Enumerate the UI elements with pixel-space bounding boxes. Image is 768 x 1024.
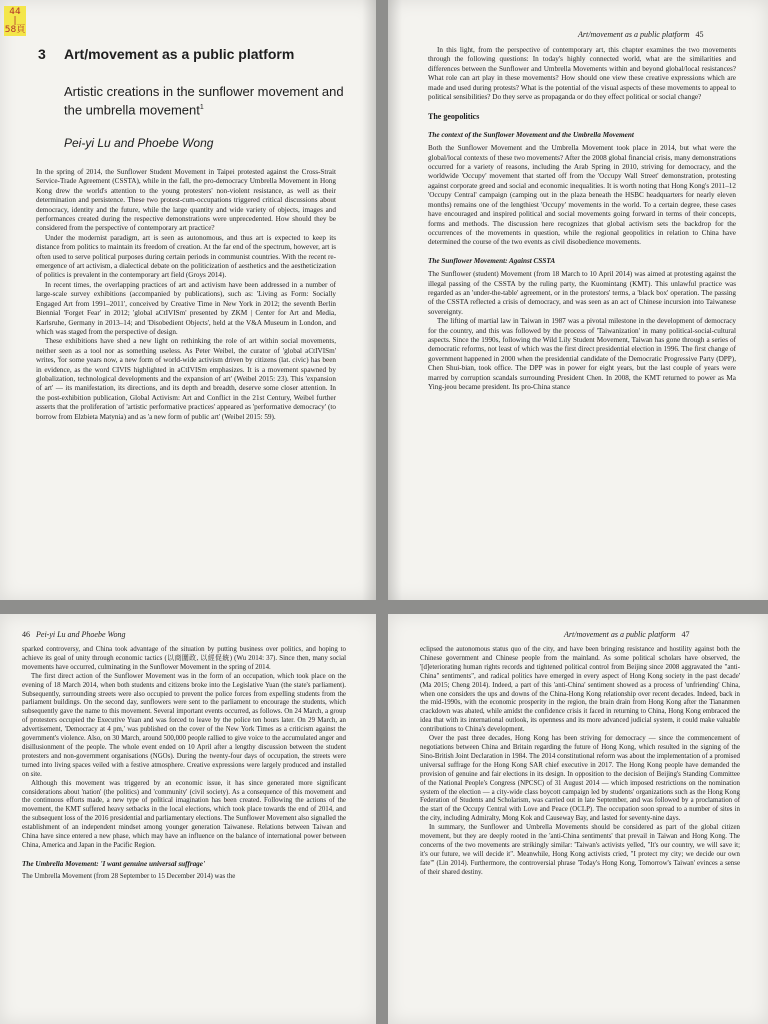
page-46 (0, 614, 376, 1024)
page-number: 46 (22, 630, 30, 639)
sticky-note: 44 | 58頁 (4, 7, 26, 35)
page-47-body (420, 646, 740, 878)
chapter-subtitle-text: Artistic creations in the sunflower movement and the umbrella movement (64, 84, 344, 118)
paragraph: In recent times, the overlapping practices of art and activism have been addressed in a number of large-scale survey exhibitions (accompanied by publications), such as: 'Living as Form: Socially Engaged Art from 1991–2011', conceived by Creative Time in New York in 2012; the seventh Berlin Biennial 'Forget Fear' in 2012; 'global aCtIVISm' presented by ZKM | Center for Art and Media, Karlsruhe, Germany in 2013–14; and 'Disobedient Objects', held at the V&A Museum in London, and which was staged from the perspective of design. (36, 280, 336, 336)
section-heading: The geopolitics (428, 112, 480, 122)
subsection-heading: The Sunflower Movement: Against CSSTA (428, 256, 556, 265)
paragraph: The Sunflower (student) Movement (from 18 March to 10 April 2014) was aimed at protesting against the illegal passing of the CSSTA by the ruling party, the Kuomintang (KMT). This unlawful practice was regarded as an 'under-the-table' agreement, or in the protestors' terms, a 'black box' operation. The passing of the CSSTA reflected a crisis of democracy, and was seen as an act of Chinese incursion into Taiwanese sovereignty. (428, 270, 736, 316)
paragraph: These exhibitions have shed a new light on rethinking the role of art within social movements, neither seen as a tool nor as something useless. As Peter Weibel, the curator of 'global aCtIVISm' writes, 'for some years now, a new form of world-wide activism driven by citizens (lat. civic) has been in evidence, as the word CIVIS highlighted in aCtIVISm emphasizes. It is a movement spawned by globalization, technological developments and the expansion of art' (Weibel 2015: 23). This 'expansion of art' — its manifestation, its directions, and its depth and breadth, deserve some closer attention. In the post-exhibition publication, Global Activism: Art and Conflict in the 21st Century, Weibel further asserts that the proliferation of 'artistic performative practices' appeared as 'performative democracy' (to borrow from Elzbieta Matynia) and as 'a new form of public art' (Weibel 2015: 59). (36, 337, 336, 421)
page-47 (388, 614, 768, 1024)
subtitle-footnote-marker: 1 (199, 104, 204, 111)
page-44 (0, 0, 376, 600)
paragraph: The lifting of martial law in Taiwan in 1987 was a pivotal milestone in the development of democracy for the country, and this was followed by the process of 'Taiwanization' in many political-social-cultural aspects. Since the 1990s, following the Wild Lily Student Movement, Taiwan has gone through a series of democratic reforms, not least of which was the first direct presidential election in 1996. The first change of government happened in 2000 when the presidential candidate of the Democratic Progressive Party (DPP), Chen Shui-bian, took office. The DPP was in power for eight years, but the last couple of years were marred by corruption scandals surrounding President Chen. In 2008, the KMT returned to power as Ma Ying-jeou became president. Its pro-China stance (428, 317, 736, 391)
chapter-authors: Pei-yi Lu and Phoebe Wong (64, 136, 214, 150)
paragraph: The Umbrella Movement (from 28 September to 15 December 2014) was the (22, 872, 236, 880)
running-head (578, 30, 704, 39)
gutter-shadow (362, 0, 376, 600)
paragraph: eclipsed the autonomous status quo of the city, and have been bringing resistance and hostility against both the Chinese government and Chinese people from the mainland. As some political scholars have observed, the '[d]eteriorating human rights records and tightened political control from Beijing since 2008 aggravated the "anti-China" sentiments", and radical politics have emerged in every aspect of Hong Kong society in the past decade' (Ma 2015; Cheng 2014). Indeed, a part of this 'anti-China' sentiment showed as a process of 'unfriending' China, when one considers the ups and downs of the China-Hong Kong relationship over recent decades. Indeed, back in the mid-1990s, with the economic prosperity in the region, the brain drain from Hong Kong after the Tiananmen crackdown was abated, while amidst the confidence crisis it faced in returning to China, Hong Kong embraced the idea that with its international outlook, its openness and its more advanced judicial system, it could make valuable contributions to China's development. (420, 646, 740, 734)
running-head (22, 630, 125, 639)
paragraph: sparked controversy, and China took advantage of the situation by putting business over politics, and hoping to achieve its goal of unity through economic tactics (以商圍政, 以經促統) (Wu 2014: 37). Since then, many social movements have occurred, culminating in the Sunflower Movement in the spring of 2014. (22, 646, 346, 671)
running-head (564, 630, 690, 639)
chapter-number: 3 (38, 46, 46, 62)
gutter-shadow (388, 0, 402, 600)
page-number: 45 (695, 30, 704, 39)
paragraph: Over the past three decades, Hong Kong has been striving for democracy — since the commencement of negotiations between China and Britain regarding the future of Hong Kong, which resulted in the signing of the Sino-British Joint Declaration in 1984. The 2014 constitutional reform was about the implementation of a promised universal suffrage for the Hong Kong SAR chief executive in 2017. The Hong Kong people have demanded the provision of genuine and fair elections in its design. In opposition to the decision of Beijing's Standing Committee of the National People's Congress (NPCSC) of 31 August 2014 — which imposed restrictions on the nomination system of the election — a city-wide class boycott campaign led by students' organizations such as the Hong Kong Federation of Students and Scholarism, was carried out in late September, and was followed by a proclamation of the start of the Occupy Central with Love and Peace (OCLP). The occupation soon spread to a number of sites in the city, including Admiralty, Mong Kok and Causeway Bay, and lasted for seventy-nine days. (420, 735, 740, 823)
paragraph: In the spring of 2014, the Sunflower Student Movement in Taipei protested against the Cross-Strait Service-Trade Agreement (CSSTA), while in the fall, the pro-democracy Umbrella Movement in Hong Kong drew the world's attention to the young protesters' non-violent resistance, as well as their determination and persistence. These two protest-cum-occupations triggered critical discussions about democracy, identity and the future, while the large quantity and wide variety of objects, images and performances created during the respective demonstrations were unprecedented. How should they be considered from the perspective of contemporary art practice? (36, 168, 336, 233)
page-45 (388, 0, 768, 600)
chapter-subtitle (64, 84, 344, 118)
paragraph: In this light, from the perspective of contemporary art, this chapter examines the two movements through the following questions: In today's highly connected world, what are the similarities and differences between the Sunflower and Umbrella Movements within and beyond global/local resistances? What role can art play in these movements? How should one view these creative expressions which are made and used during protests? What is the potential of the visual aspects of these movements to appeal to political sensibilities? Do they serve as propaganda or do they effect political or social change? (428, 46, 736, 102)
paragraph: Under the modernist paradigm, art is seen as autonomous, and thus art is expected to keep its distance from politics to maintain its freedom of creation. At the far end of the spectrum, however, art is often used to serve political purposes during certain periods in communist countries. With the recent re-emergence of art activism, a dialectical debate on the politicization of aesthetics and the aestheticization of politics is prevalent in the contemporary art field (Groys 2014). (36, 233, 336, 280)
running-head-title: Art/movement as a public platform (578, 30, 690, 39)
page-44-body (36, 168, 336, 422)
paragraph: Both the Sunflower Movement and the Umbrella Movement took place in 2014, but what were the global/local contexts of these two movements? After the 2008 global financial crisis, many demonstrations occurred for a variety of reasons, including the Arab Spring in 2010, striving for democracy, and the worldwide 'Occupy' movement that started off from the 'Occupy Wall Street' demonstration, protesting against corporate greed and social and economic inequalities. It is worth noting that Hong Kong's 2011–12 'Occupy Central' campaign (camping out in the plaza beneath the HSBC headquarters for nearly eleven months) remains one of the lengthiest 'Occupy' movements in the world. To a certain degree, these cases have encouraged and inspired political and social movements going forward in terms of their concepts, forms and methods. The discussion here recognizes that global activism sets the backdrop for the occurrences of the movements in question, while the regional geopolitics in relation to China have determined the course of the two events as civil disobedience movements. (428, 144, 736, 247)
running-head-title: Art/movement as a public platform (564, 630, 676, 639)
paragraph: In summary, the Sunflower and Umbrella Movements should be considered as part of the global citizen movement, but they are deeply rooted in the 'anti-China sentiments' that prevail in Taiwan and Hong Kong. The concerns of the two movements are strikingly similar: 'Taiwan's activists yelled, "It's our country, we will save it; it's our future, we will decide it". Meanwhile, Hong Kong activists cried, "I protect my city; we decide our own fate"' (Lin 2014). Furthermore, the controversial phrase 'Today's Hong Kong, Tomorrow's Taiwan' evinces a sense of their shared destiny. (420, 824, 740, 876)
paragraph: Although this movement was triggered by an economic issue, it has since generated more significant considerations about 'nation' (the politics) and 'community' (civil society). As a consequence of this movement and the continuous efforts made, a new type of political imagination has been created. Following the actions of the movement, the KMT suffered heavy setbacks in the local elections, which took place towards the end of 2014, and the subsequent loss of the 2016 presidential and parliamentary elections. The Sunflower Movement also signalled the establishment of an independent mindset among younger generation Taiwanese. Relations between Taiwan and China have since entered a new phase, which may have an influence on the balance of international power between China, America and Japan in the Pacific Region. (22, 779, 346, 849)
running-head-title: Pei-yi Lu and Phoebe Wong (36, 630, 126, 639)
page-number: 47 (681, 630, 690, 639)
subsection-heading: The Umbrella Movement: 'I want genuine universal suffrage' (22, 859, 205, 868)
page-45-body (428, 46, 736, 392)
subsection-heading: The context of the Sunflower Movement and the Umbrella Movement (428, 130, 634, 139)
paragraph: The first direct action of the Sunflower Movement was in the form of an occupation, which took place on the evening of 18 March 2014, when both students and citizens broke into the Legislative Yuan (the state's parliament). Subsequently, surrounding streets were also occupied to prevent the police forces from expelling students from the parliament buildings. On the second day, sunflowers were sent to the parliament to encourage the students, which subsequently gave the name to this movement. Several important events occurred, as follows. On 24 March, a group of protesters occupied the Executive Yuan and was forced to leave by the police ten hours later. On 29 March, an advertisement, 'Democracy at 4 pm,' was published on the cover of the New York Times as a criticism against the government's violence. Also, on 30 March, around 500,000 people rallied to give voice to the accumulated anger and disillusionment of the people. The whole event ended on 10 April after a lengthy discussion between the student protesters and non-government organisations (NGOs). During the twenty-four days of occupation, the streets were turned into living spaces veiled with a festive atmosphere. Creative expressions were largely produced and installed on site. (22, 672, 346, 778)
page-46-body (22, 646, 346, 882)
chapter-title: Art/movement as a public platform (64, 46, 295, 62)
